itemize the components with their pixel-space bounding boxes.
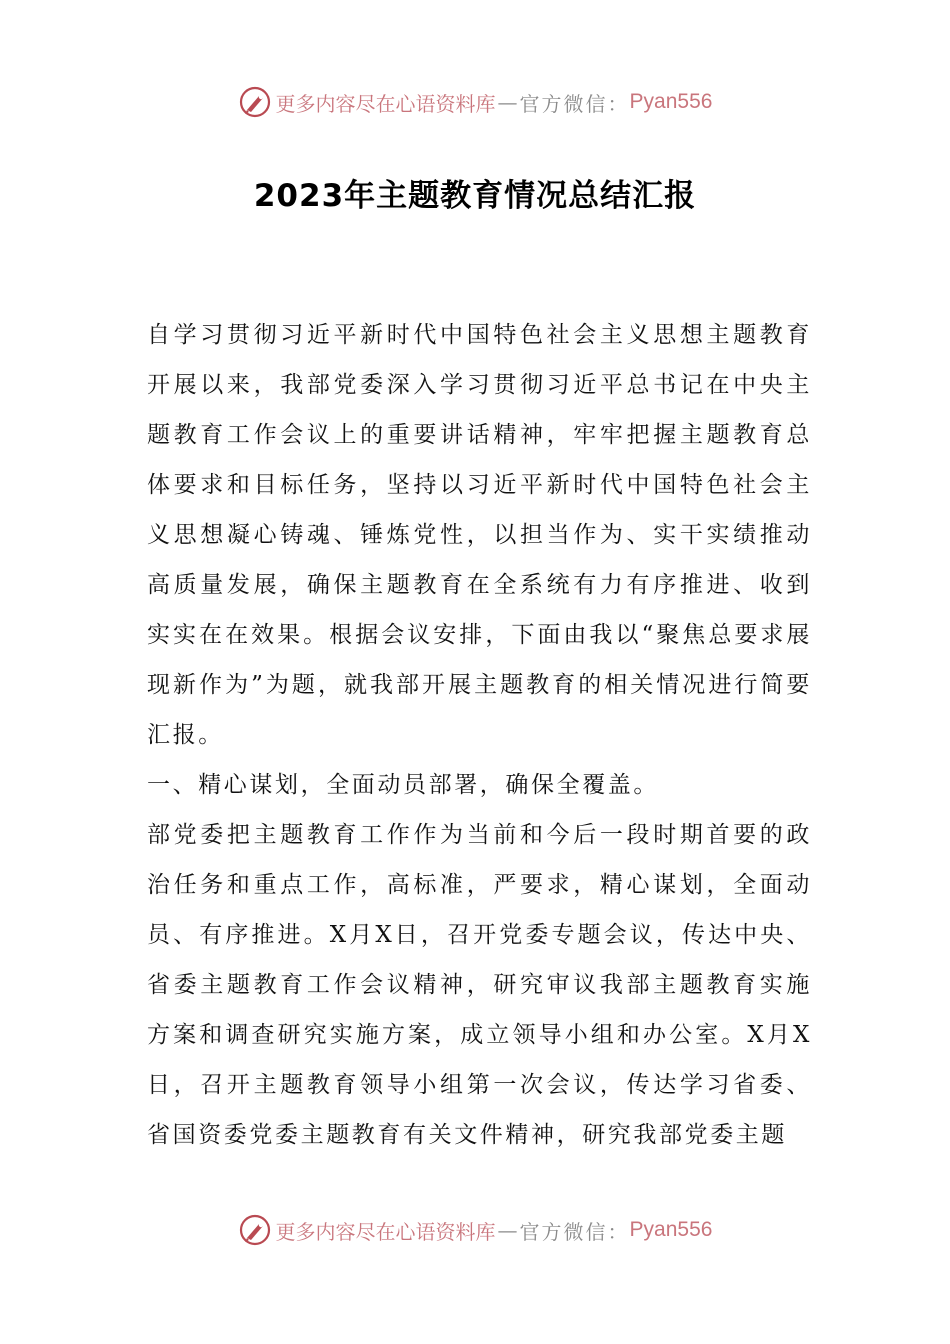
banner-wechat-id: Pyan556: [629, 1218, 713, 1241]
banner-brand-text: 更多内容尽在心语资料库: [275, 1219, 496, 1244]
pen-nib-logo-icon: [238, 1213, 272, 1247]
banner-wechat-label: 官方微信：: [519, 1219, 630, 1244]
banner-brand-text: 更多内容尽在心语资料库: [275, 91, 496, 116]
paragraph-intro: 自学习贯彻习近平新时代中国特色社会主义思想主题教育开展以来，我部党委深入学习贯彻习近平总书记在中央主题教育工作会议上的重要讲话精神，牢牢把握主题教育总体要求和目标任务，坚持以习近平新时代中国特色社会主义思想凝心铸魂、锤炼党性，以担当作为、实干实绩推动高质量发展，确保主题教育在全系统有力有序推进、收到实实在在效果。根据会议安排，下面由我以“聚焦总要求展现新作为”为题，就我部开展主题教育的相关情况进行简要汇报。: [147, 322, 812, 748]
footer-banner: [0, 1210, 950, 1250]
banner-dash: —: [497, 90, 518, 114]
banner-wechat-id: Pyan556: [629, 90, 713, 113]
header-banner: [0, 82, 950, 122]
paragraph-section-1: 部党委把主题教育工作作为当前和今后一段时期首要的政治任务和重点工作，高标准，严要求，精心谋划，全面动员、有序推进。X月X日，召开党委专题会议，传达中央、省委主题教育工作会议精神，研究审议我部主题教育实施方案和调查研究实施方案，成立领导小组和办公室。X月X日，召开主题教育领导小组第一次会议，传达学习省委、省国资委党委主题教育有关文件精神，研究我部党委主题: [147, 822, 812, 1148]
pen-nib-logo-icon: [238, 85, 272, 119]
document-title: 2023年主题教育情况总结汇报: [253, 178, 697, 214]
banner-dash: —: [497, 1218, 518, 1242]
banner-wechat-label: 官方微信：: [519, 91, 630, 116]
document-body: [147, 310, 812, 1160]
section-heading-1: 一、精心谋划，全面动员部署，确保全覆盖。: [147, 772, 659, 798]
